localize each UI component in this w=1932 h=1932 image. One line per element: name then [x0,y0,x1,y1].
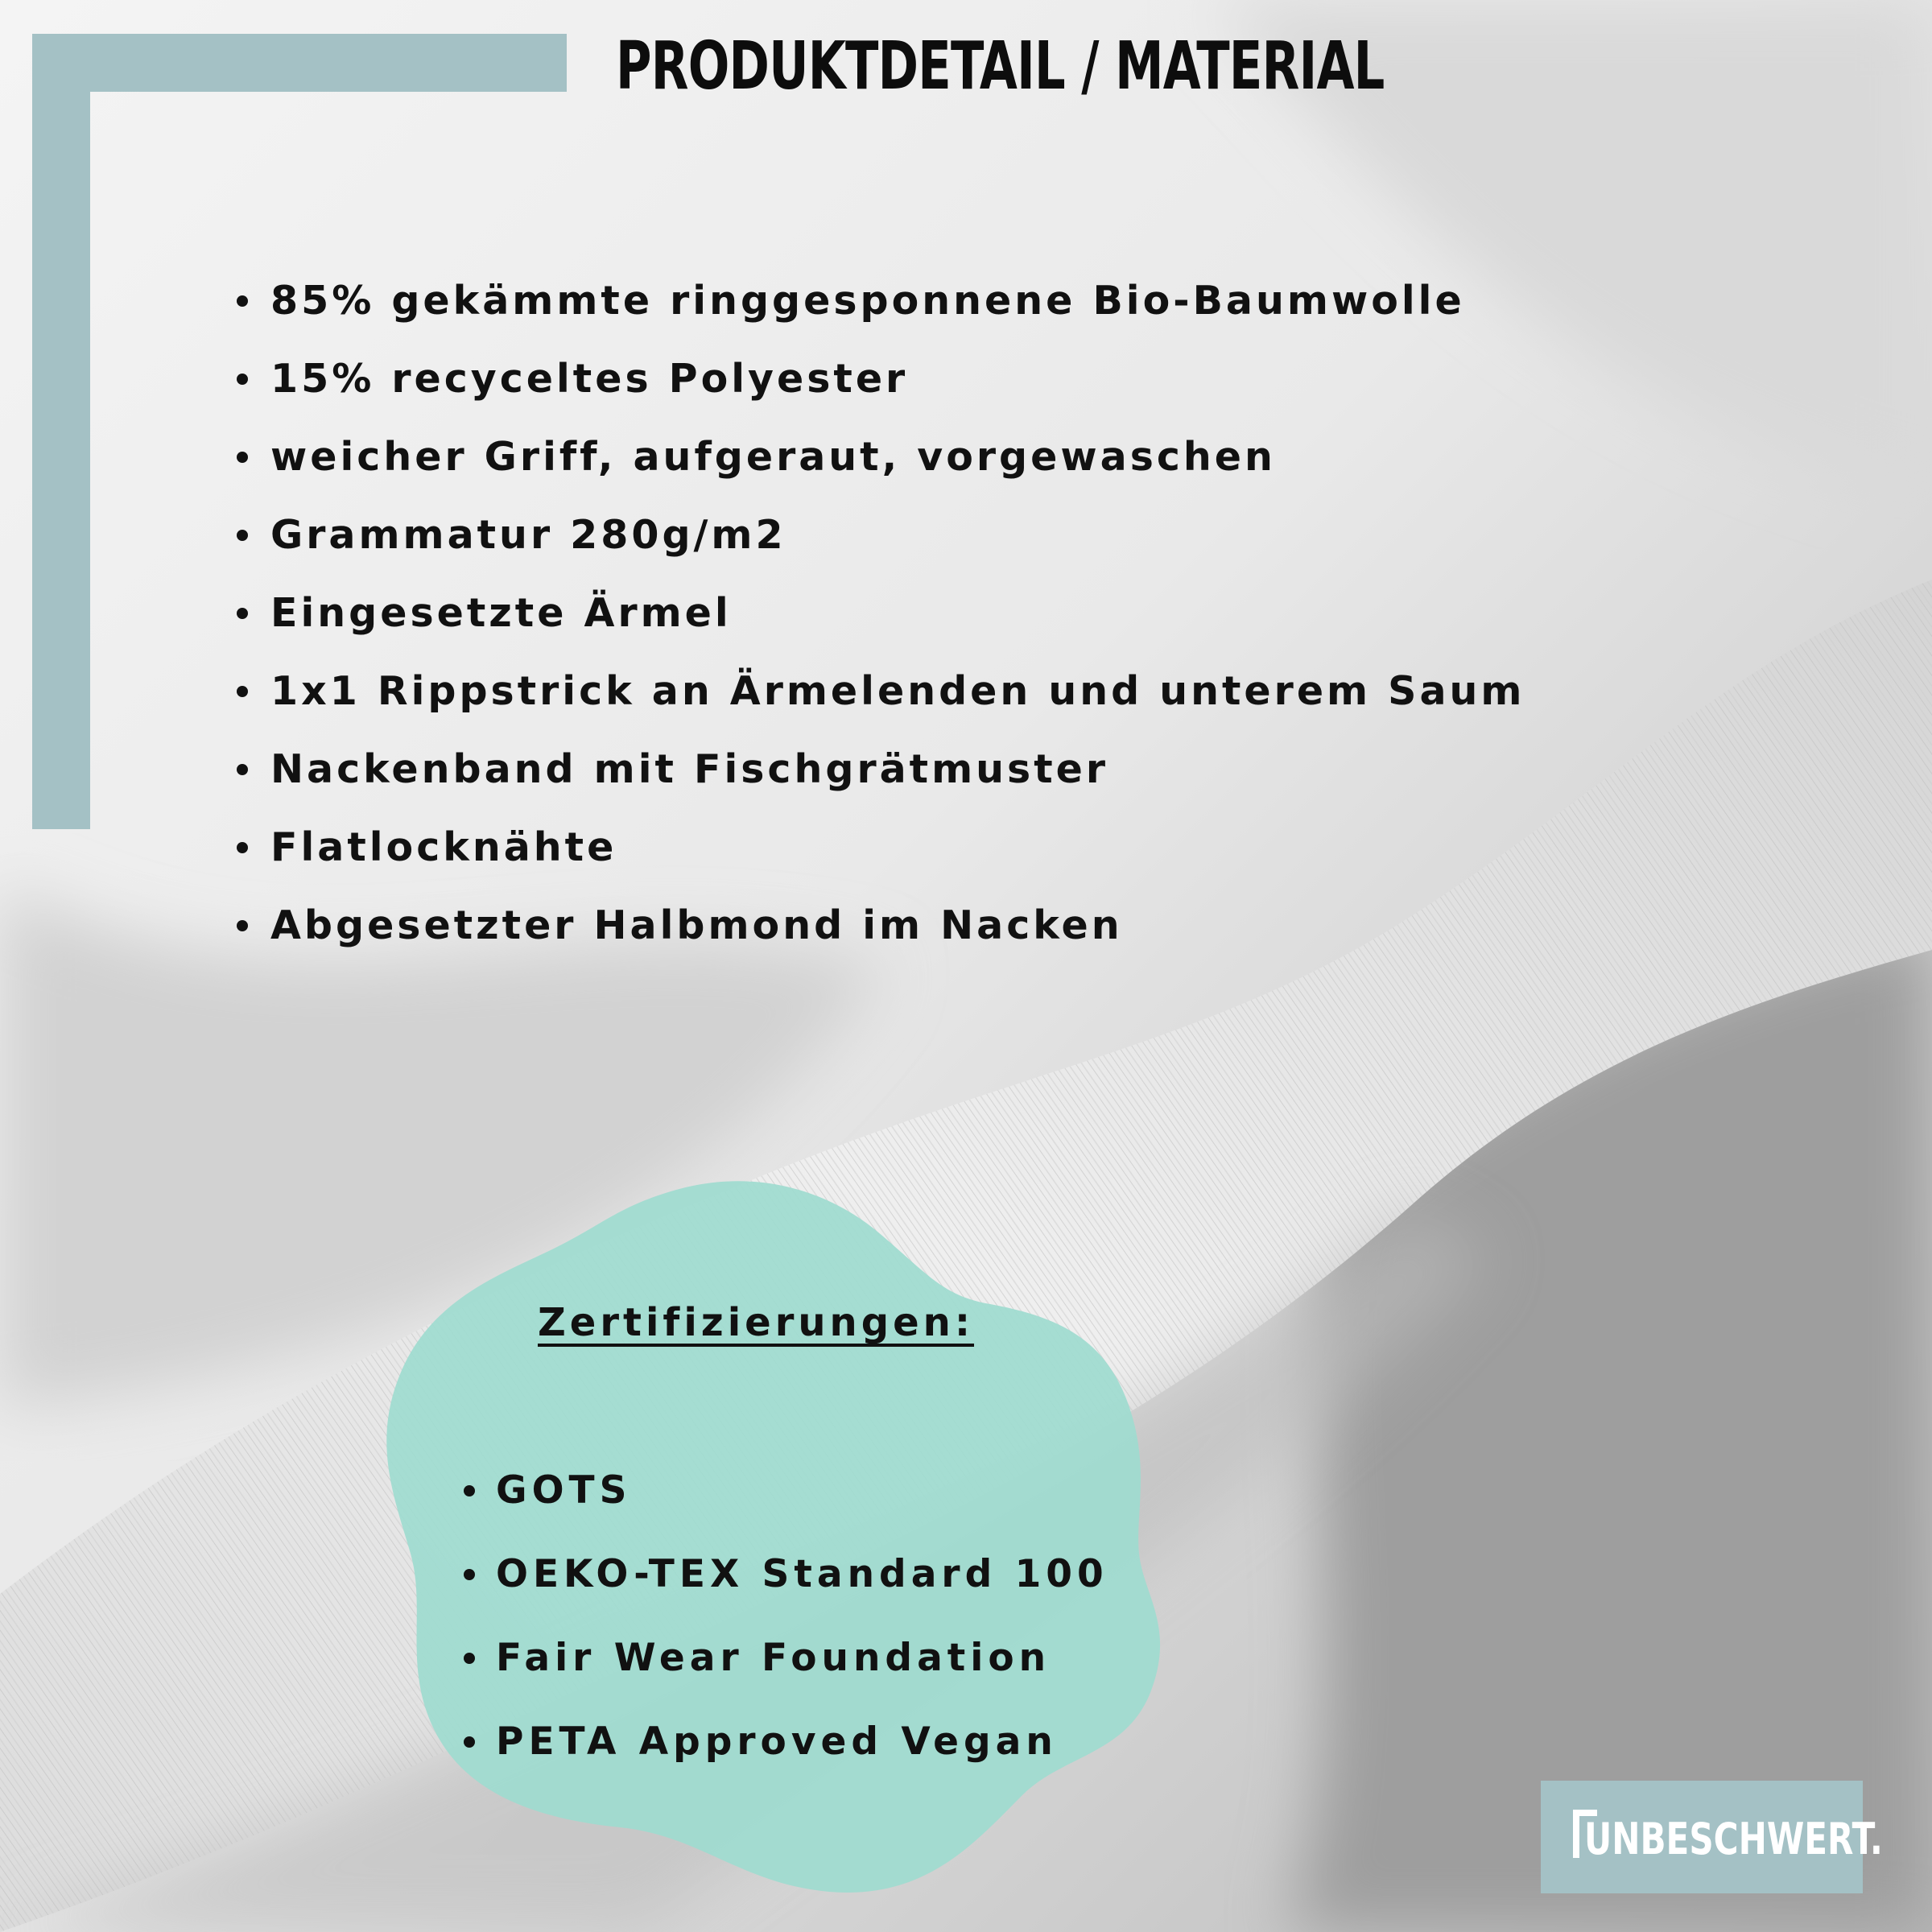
certification-list [460,1449,1108,1784]
list-item: Nackenband mit Fischgrätmuster [233,730,1525,808]
list-item: Eingesetzte Ärmel [233,574,1525,652]
list-item: GOTS [460,1449,1108,1533]
list-item: Abgesetzter Halbmond im Nacken [233,886,1525,964]
list-item: Grammatur 280g/m2 [233,496,1525,574]
list-item: 15% recyceltes Polyester [233,340,1525,418]
corner-bracket-horizontal [32,34,567,92]
list-item: weicher Griff, aufgeraut, vorgewaschen [233,418,1525,496]
certifications-heading: Zertifizierungen: [538,1300,975,1345]
corner-bracket-vertical [32,34,90,829]
list-item: Fair Wear Foundation [460,1616,1108,1700]
list-item: PETA Approved Vegan [460,1700,1108,1784]
list-item: 1x1 Rippstrick an Ärmelenden und unterem Saum [233,652,1525,730]
list-item: OEKO-TEX Standard 100 [460,1533,1108,1616]
brand-logo [1541,1781,1883,1893]
list-item: Flatlocknähte [233,808,1525,886]
page-title: PRODUKTDETAIL / MATERIAL [616,28,1385,105]
feature-list [233,262,1525,964]
brand-logo-text: UNBESCHWERT. [1584,1814,1883,1864]
list-item: 85% gekämmte ringgesponnene Bio-Baumwolle [233,262,1525,340]
